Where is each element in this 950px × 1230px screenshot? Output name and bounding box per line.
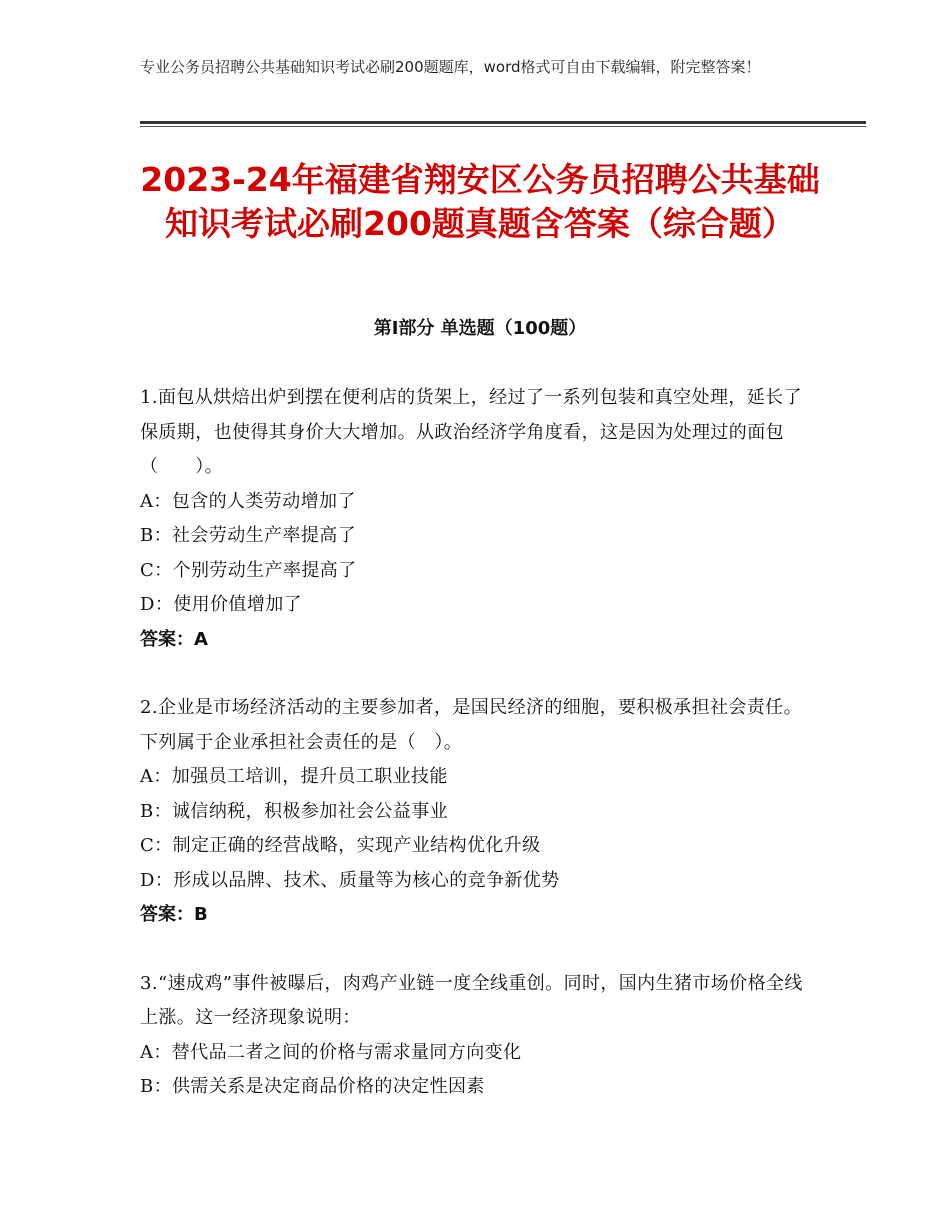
question-1 xyxy=(140,381,810,657)
question-3 xyxy=(140,967,810,1105)
option-d: D：使用价值增加了 xyxy=(140,594,303,615)
option-b: B：社会劳动生产率提高了 xyxy=(140,525,357,546)
answer: 答案：A xyxy=(140,628,208,650)
option-c: C：个别劳动生产率提高了 xyxy=(140,559,357,581)
option-b: B：供需关系是决定商品价格的决定性因素 xyxy=(140,1076,485,1097)
answer: 答案：B xyxy=(140,904,208,925)
option-c: C：制定正确的经营战略，实现产业结构优化升级 xyxy=(140,835,541,856)
header-note: 专业公务员招聘公共基础知识考试必刷200题题库，word格式可自由下载编辑，附完整答案！ xyxy=(140,58,761,76)
question-text: 2.企业是市场经济活动的主要参加者，是国民经济的细胞，要积极承担社会责任。下列属于企业承担社会责任的是（ ）。 xyxy=(140,697,802,753)
question-text: 3.“速成鸡”事件被曝后，肉鸡产业链一度全线重创。同时，国内生猪市场价格全线上涨。这一经济现象说明： xyxy=(140,972,803,1028)
option-a: A：加强员工培训，提升员工职业技能 xyxy=(140,766,448,787)
header-divider-thin xyxy=(140,126,866,127)
question-list xyxy=(140,381,810,1139)
option-d: D：形成以品牌、技术、质量等为核心的竞争新优势 xyxy=(140,869,560,891)
header-divider xyxy=(140,121,866,124)
section-heading: 第Ⅰ部分 单选题（100题） xyxy=(373,318,587,339)
question-text: 1.面包从烘焙出炉到摆在便利店的货架上，经过了一系列包装和真空处理，延长了保质期，也使得其身价大大增加。从政治经济学角度看，这是因为处理过的面包（ ）。 xyxy=(140,387,802,477)
document-title: 2023-24年福建省翔安区公务员招聘公共基础知识考试必刷200题真题含答案（综合题） xyxy=(140,160,820,243)
option-a: A：包含的人类劳动增加了 xyxy=(140,490,356,512)
question-2 xyxy=(140,691,810,933)
option-a: A：替代品二者之间的价格与需求量同方向变化 xyxy=(140,1041,522,1063)
option-b: B：诚信纳税，积极参加社会公益事业 xyxy=(140,800,449,822)
